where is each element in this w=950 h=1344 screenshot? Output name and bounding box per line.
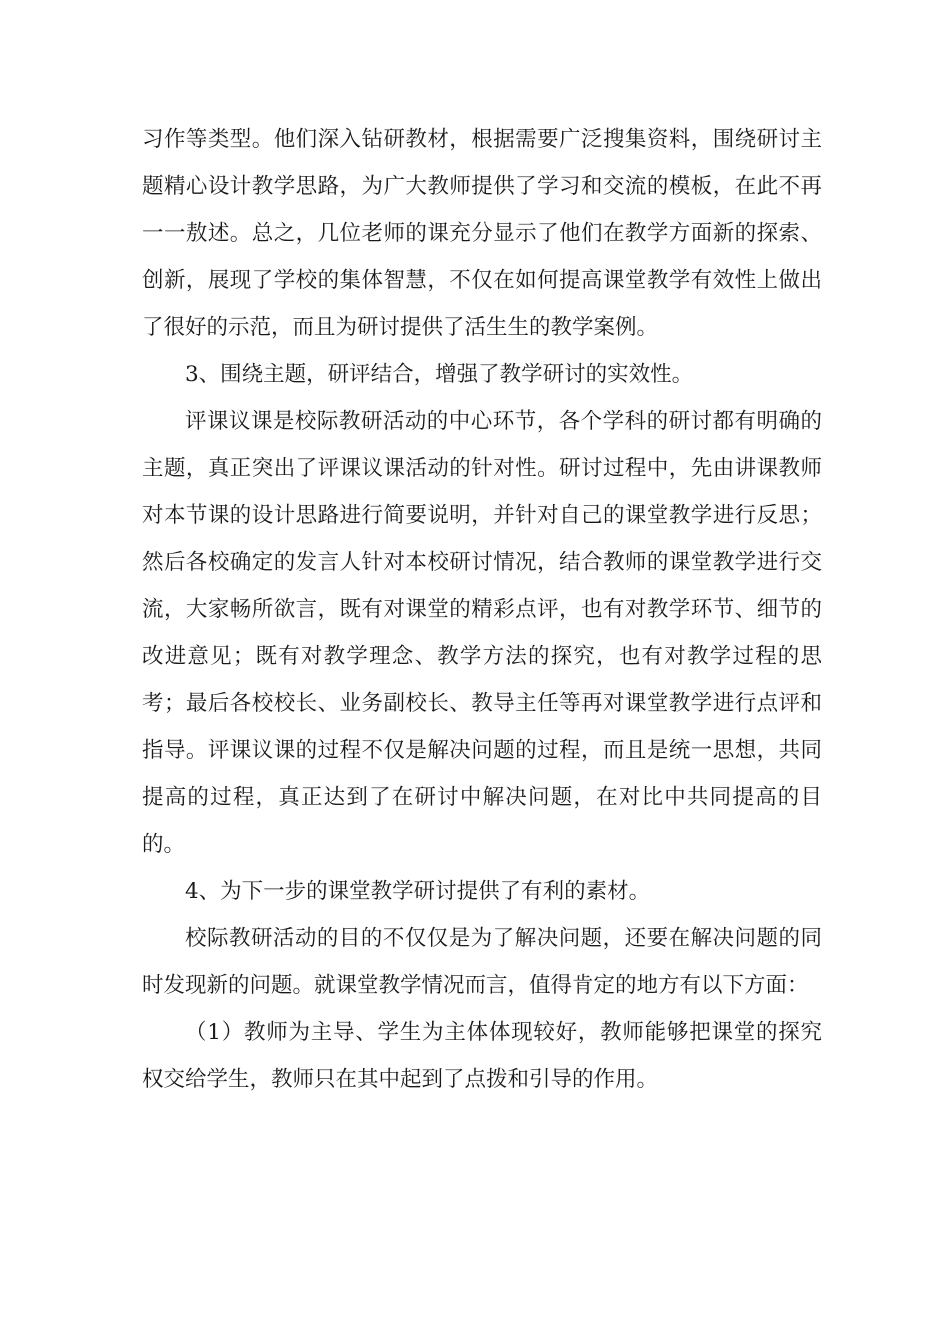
paragraph-continuation: 习作等类型。他们深入钻研教材，根据需要广泛搜集资料，围绕研讨主题精心设计教学思路，为广大教师提供了学习和交流的模板，在此不再一一敖述。总之，几位老师的课充分显示了他们在教学方面新的探索、创新，展现了学校的集体智慧，不仅在如何提高课堂教学有效性上做出了很好的示范，而且为研讨提供了活生生的教学案例。 xyxy=(142,127,822,340)
paragraph-purpose: 校际教研活动的目的不仅仅是为了解决问题，还要在解决问题的同时发现新的问题。就课堂教学情况而言，值得肯定的地方有以下方面： xyxy=(142,926,822,998)
list-item-1: （1）教师为主导、学生为主体体现较好，教师能够把课堂的探究权交给学生，教师只在其中起到了点拨和引导的作用。 xyxy=(142,1020,822,1092)
section-heading-3: 3、围绕主题，研评结合，增强了教学研讨的实效性。 xyxy=(185,362,694,387)
document-body xyxy=(142,116,822,1103)
section-heading-4: 4、为下一步的课堂教学研讨提供了有利的素材。 xyxy=(185,879,651,904)
paragraph-evaluation: 评课议课是校际教研活动的中心环节，各个学科的研讨都有明确的主题，真正突出了评课议课活动的针对性。研讨过程中，先由讲课教师对本节课的设计思路进行简要说明，并针对自己的课堂教学进行反思；然后各校确定的发言人针对本校研讨情况，结合教师的课堂教学进行交流，大家畅所欲言，既有对课堂的精彩点评，也有对教学环节、细节的改进意见；既有对教学理念、教学方法的探究，也有对教学过程的思考；最后各校校长、业务副校长、教导主任等再对课堂教学进行点评和指导。评课议课的过程不仅是解决问题的过程，而且是统一思想，共同提高的过程，真正达到了在研讨中解决问题，在对比中共同提高的目的。 xyxy=(142,409,822,857)
